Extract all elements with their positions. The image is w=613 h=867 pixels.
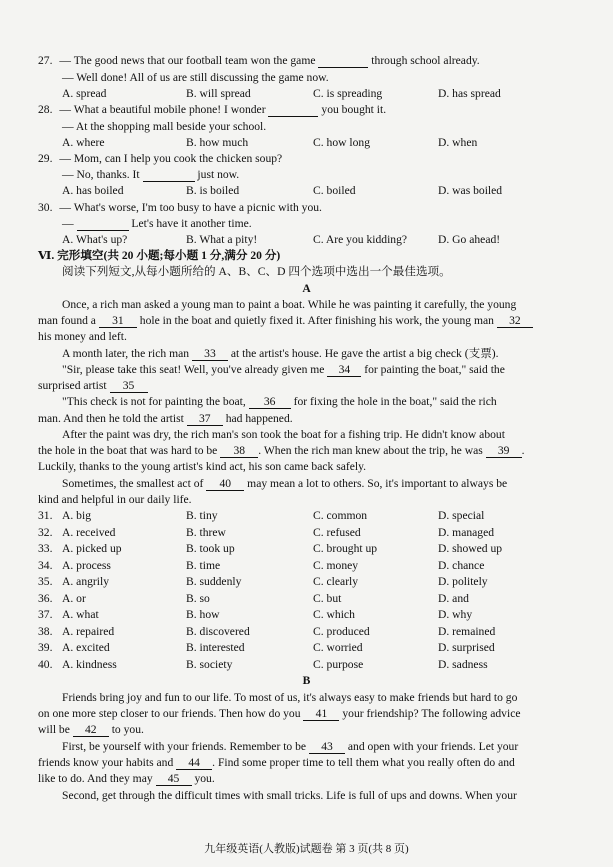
blank-33: 33 bbox=[192, 347, 228, 361]
q29-option-b: B. is boiled bbox=[186, 184, 240, 197]
passage-b-p3-line1: Second, get through the difficult times with small tricks. Life is full of ups and downs. When your bbox=[62, 789, 517, 802]
q29-blank bbox=[143, 168, 195, 182]
passage-a-p2-line1: A month later, the rich man 33 at the artist's house. He gave the artist a big check (支票). bbox=[62, 347, 499, 360]
q28-blank bbox=[268, 103, 318, 117]
q27-line1: 27. — The good news that our football team won the game through school already. bbox=[38, 54, 480, 67]
option-row: 34. A. process B. time C. money D. chance bbox=[38, 558, 485, 572]
passage-b-p2-line1: First, be yourself with your friends. Remember to be 43 and open with your friends. Let your bbox=[62, 740, 519, 753]
passage-a-label: A bbox=[302, 282, 311, 295]
q28-line1: 28. — What a beautiful mobile phone! I wonder you bought it. bbox=[38, 103, 387, 116]
q29-option-c: C. boiled bbox=[313, 184, 356, 197]
q27-option-a: A. spread bbox=[62, 87, 107, 100]
blank-38: 38 bbox=[220, 444, 258, 458]
q30-option-a: A. What's up? bbox=[62, 233, 128, 246]
q27-option-d: D. has spread bbox=[438, 87, 501, 100]
q30-line1: 30. — What's worse, I'm too busy to have a picnic with you. bbox=[38, 201, 322, 214]
blank-42: 42 bbox=[73, 723, 109, 737]
q30-option-b: B. What a pity! bbox=[186, 233, 258, 246]
q30-line2: — Let's have it another time. bbox=[62, 217, 252, 230]
passage-b-p1-line1: Friends bring joy and fun to our life. To most of us, it's always easy to make friends but hard to go bbox=[62, 691, 518, 704]
q28-option-b: B. how much bbox=[186, 136, 249, 149]
option-row: 31. A. big B. tiny C. common D. special bbox=[38, 509, 485, 522]
passage-a-p4-line2: the hole in the boat that was hard to be 38 . When the rich man knew about the trip, he was 39 . bbox=[38, 444, 525, 457]
q29-line2: — No, thanks. It just now. bbox=[62, 168, 240, 181]
passage-a-p2-line2: "Sir, please take this seat! Well, you've already given me 34 for painting the boat," said the bbox=[62, 363, 505, 376]
q30-option-d: D. Go ahead! bbox=[438, 233, 501, 246]
option-row: 35. A. angrily B. suddenly C. clearly D. politely bbox=[38, 575, 488, 588]
passage-a-p4-line3: Luckily, thanks to the young artist's kind act, his son came back safely. bbox=[38, 460, 367, 473]
blank-31: 31 bbox=[99, 314, 137, 328]
blank-43: 43 bbox=[309, 740, 345, 754]
blank-41: 41 bbox=[303, 707, 339, 721]
passage-a-p5-line1: Sometimes, the smallest act of 40 may mean a lot to others. So, it's important to always be bbox=[62, 477, 508, 490]
q29-option-d: D. was boiled bbox=[438, 184, 503, 197]
blank-44: 44 bbox=[176, 756, 212, 770]
passage-b-p1-line3: will be 42 to you. bbox=[38, 723, 144, 736]
q30-option-c: C. Are you kidding? bbox=[313, 233, 408, 246]
option-row: 38. A. repaired B. discovered C. produced D. remained bbox=[38, 624, 496, 638]
blank-39: 39 bbox=[486, 444, 522, 458]
section-instruction: 阅读下列短文,从每小题所给的 A、B、C、D 四个选项中选出一个最佳选项。 bbox=[62, 265, 451, 278]
q27-line2: — Well done! All of us are still discussing the game now. bbox=[62, 71, 329, 84]
q28-line2: — At the shopping mall beside your school. bbox=[62, 120, 267, 133]
q28-option-c: C. how long bbox=[313, 136, 371, 149]
blank-45: 45 bbox=[156, 772, 192, 786]
passage-b-p2-line3: like to do. And they may 45 you. bbox=[38, 772, 215, 785]
q29-option-a: A. has boiled bbox=[62, 184, 124, 197]
passage-b-label: B bbox=[302, 674, 311, 687]
q28-option-d: D. when bbox=[438, 136, 478, 149]
passage-a-p1-line1: Once, a rich man asked a young man to paint a boat. While he was painting it carefully, the young bbox=[62, 298, 517, 311]
passage-a-p1-line3: his money and left. bbox=[38, 330, 127, 343]
passage-a-p5-line2: kind and helpful in our daily life. bbox=[38, 493, 192, 506]
passage-a-p3-line1: "This check is not for painting the boat, 36 for fixing the hole in the boat," said the rich bbox=[62, 395, 497, 408]
q27-number: 27. bbox=[38, 54, 53, 67]
q27-blank bbox=[318, 54, 368, 68]
blank-32: 32 bbox=[497, 314, 533, 328]
passage-a-p2-line3: surprised artist 35 bbox=[38, 378, 148, 394]
blank-35: 35 bbox=[110, 379, 148, 393]
q28-option-a: A. where bbox=[62, 136, 105, 149]
blank-36: 36 bbox=[249, 395, 291, 409]
option-row: 33. A. picked up B. took up C. brought up D. showed up bbox=[38, 542, 503, 555]
q27-option-b: B. will spread bbox=[186, 87, 251, 100]
passage-b-p2-line2: friends know your habits and 44 . Find some proper time to tell them what you really often do and bbox=[38, 756, 515, 769]
q30-blank bbox=[77, 217, 129, 231]
passage-a-p1-line2: man found a 31 hole in the boat and quietly fixed it. After finishing his work, the young man 32 bbox=[38, 313, 533, 329]
passage-b-p1-line2: on one more step closer to our friends. Then how do you 41 your friendship? The following advice bbox=[38, 707, 521, 720]
option-row: 37. A. what B. how C. which D. why bbox=[38, 608, 473, 621]
option-row: 40. A. kindness B. society C. purpose D. sadness bbox=[38, 657, 488, 671]
passage-a-p3-line2: man. And then he told the artist 37 had happened. bbox=[38, 412, 293, 425]
option-row: 32. A. received B. threw C. refused D. managed bbox=[38, 525, 495, 539]
page-footer: 九年级英语(人教版)试题卷 第 3 页(共 8 页) bbox=[204, 843, 409, 855]
blank-34: 34 bbox=[327, 363, 361, 377]
section-heading: Ⅵ. 完形填空(共 20 小题;每小题 1 分,满分 20 分) bbox=[38, 249, 281, 262]
q29-line1: 29. — Mom, can I help you cook the chicken soup? bbox=[38, 152, 283, 165]
blank-37: 37 bbox=[187, 412, 223, 426]
passage-a-p4-line1: After the paint was dry, the rich man's son took the boat for a fishing trip. He didn't know about bbox=[62, 428, 505, 441]
blank-40: 40 bbox=[206, 477, 244, 491]
option-row: 36. A. or B. so C. but D. and bbox=[38, 591, 469, 605]
option-row: 39. A. excited B. interested C. worried D. surprised bbox=[38, 641, 495, 654]
q27-option-c: C. is spreading bbox=[313, 87, 383, 100]
